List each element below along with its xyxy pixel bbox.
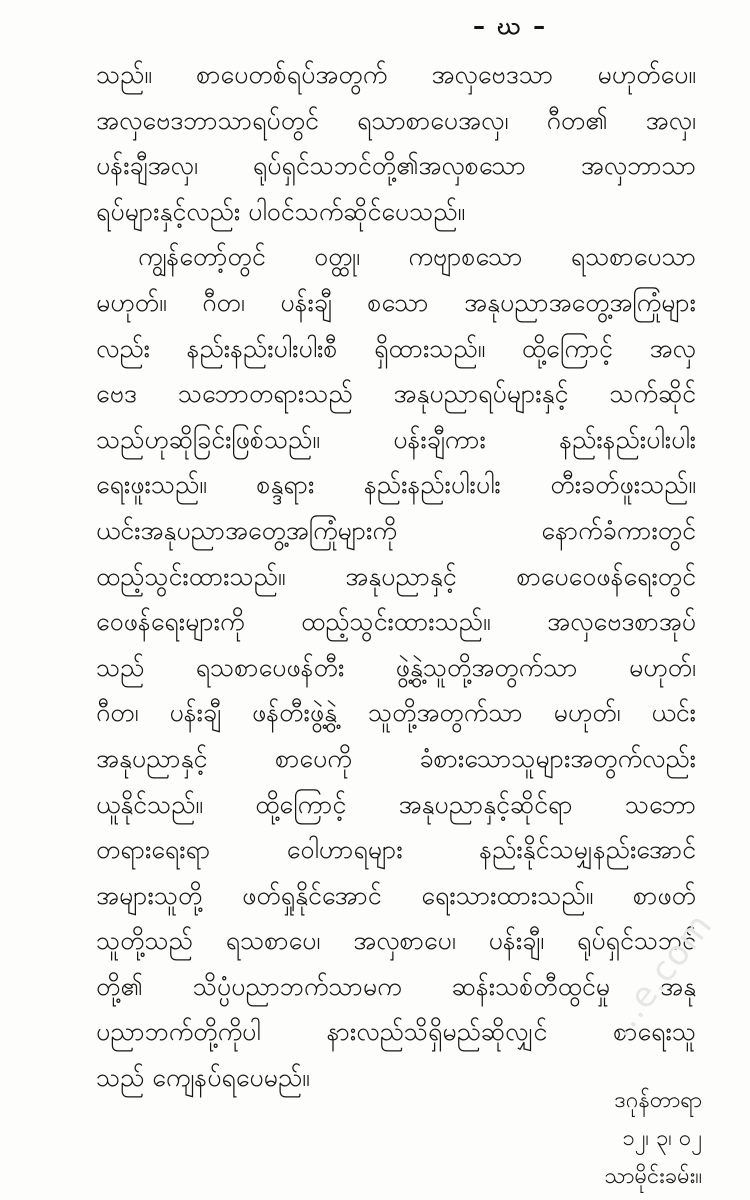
signature-block <box>604 1082 702 1196</box>
text-line: သည်။ စာပေတစ်ရပ်အတွက် အလှဗေဒသာ မဟုတ်ပေ။ <box>96 60 696 89</box>
text-line: ဂီတ၊ ပန်းချီ ဖန်တီးဖွဲ့နွဲ့ သူတို့အတွက်သာ မဟုတ်၊ ယင်း <box>96 698 696 728</box>
text-line: လည်း နည်းနည်းပါးပါးစီ ရှိထားသည်။ ထို့ကြောင့် အလှ <box>96 333 696 363</box>
text-line: မဟုတ်။ ဂီတ၊ ပန်းချီ စသော အနုပညာအတွေ့အကြုံများ <box>96 287 696 317</box>
author-name: ဒဂုန်တာရာ <box>614 1088 702 1113</box>
text-line: အနုပညာနှင့် စာပေကို ခံစားသောသူများအတွက်လည်း <box>96 743 696 773</box>
text-line: ရေးဖူးသည်။ စန္ဒရား နည်းနည်းပါးပါး တီးခတ်ဖူးသည်။ <box>96 470 696 500</box>
signature-place: သာမိုင်းခမ်း။ <box>604 1164 702 1189</box>
signature-date: ၁၂၊ ၃၊ ၀၂ <box>622 1126 702 1151</box>
text-line: တရားရေးရာ ဝေါဟာရများ နည်းနိုင်သမျှနည်းအောင် <box>96 835 696 865</box>
text-line: သည် ကျေနပ်ရပေမည်။ <box>96 1063 310 1093</box>
text-line: ယင်းအနုပညာအတွေ့အကြုံများကို နောက်ခံကားတွင် <box>96 515 696 545</box>
text-line: ရပ်များနှင့်လည်း ပါဝင်သက်ဆိုင်ပေသည်။ <box>96 196 466 226</box>
text-line: ကျွန်တော့်တွင် ဝတ္ထု၊ ကဗျာစသော ရသစာပေသာ <box>138 242 696 272</box>
text-line: အများသူတို့ ဖတ်ရှုနိုင်အောင် ရေးသားထားသည်။ စာဖတ် <box>96 880 696 910</box>
page-number: – ဃ – <box>472 12 548 40</box>
text-line: ထည့်သွင်းထားသည်။ အနုပညာနှင့် စာပေဝေဖန်ရေးတွင် <box>96 561 696 591</box>
text-line: သည်ဟုဆိုခြင်းဖြစ်သည်။ ပန်းချီကား နည်းနည်းပါးပါး <box>96 424 696 454</box>
text-line: သည် ရသစာပေဖန်တီး ဖွဲ့နွဲ့သူတို့အတွက်သာ မဟုတ်၊ <box>96 652 696 682</box>
text-line: ပန်းချီအလှ၊ ရုပ်ရှင်သဘင်တို့၏အလှစသော အလှဘာသာ <box>96 151 696 181</box>
text-line: သူတို့သည် ရသစာပေ၊ အလှစာပေ၊ ပန်းချီ၊ ရုပ်ရှင်သဘင် <box>96 926 696 956</box>
body-text <box>96 52 696 1101</box>
text-line: ပညာဘက်တို့ကိုပါ နားလည်သိရှိမည်ဆိုလျှင် စာရေးသူ <box>96 1017 696 1047</box>
text-line: တို့၏ သိပ္ပံပညာဘက်သာမက ဆန်းသစ်တီထွင်မှု အနု <box>96 971 696 1001</box>
text-line: ဗေဒ သဘောတရားသည် အနုပညာရပ်များနှင့် သက်ဆိုင် <box>96 379 696 409</box>
text-line: ယူနိုင်သည်။ ထို့ကြောင့် အနုပညာနှင့်ဆိုင်ရာ သဘော <box>96 789 696 819</box>
text-line: ဝေဖန်ရေးများကို ထည့်သွင်းထားသည်။ အလှဗေဒစာအုပ် <box>96 607 696 637</box>
watermark: ...e.com <box>600 905 721 1045</box>
text-line: အလှဗေဒဘာသာရပ်တွင် ရသာစာပေအလှ၊ ဂီတ၏ အလှ၊ <box>96 105 696 135</box>
